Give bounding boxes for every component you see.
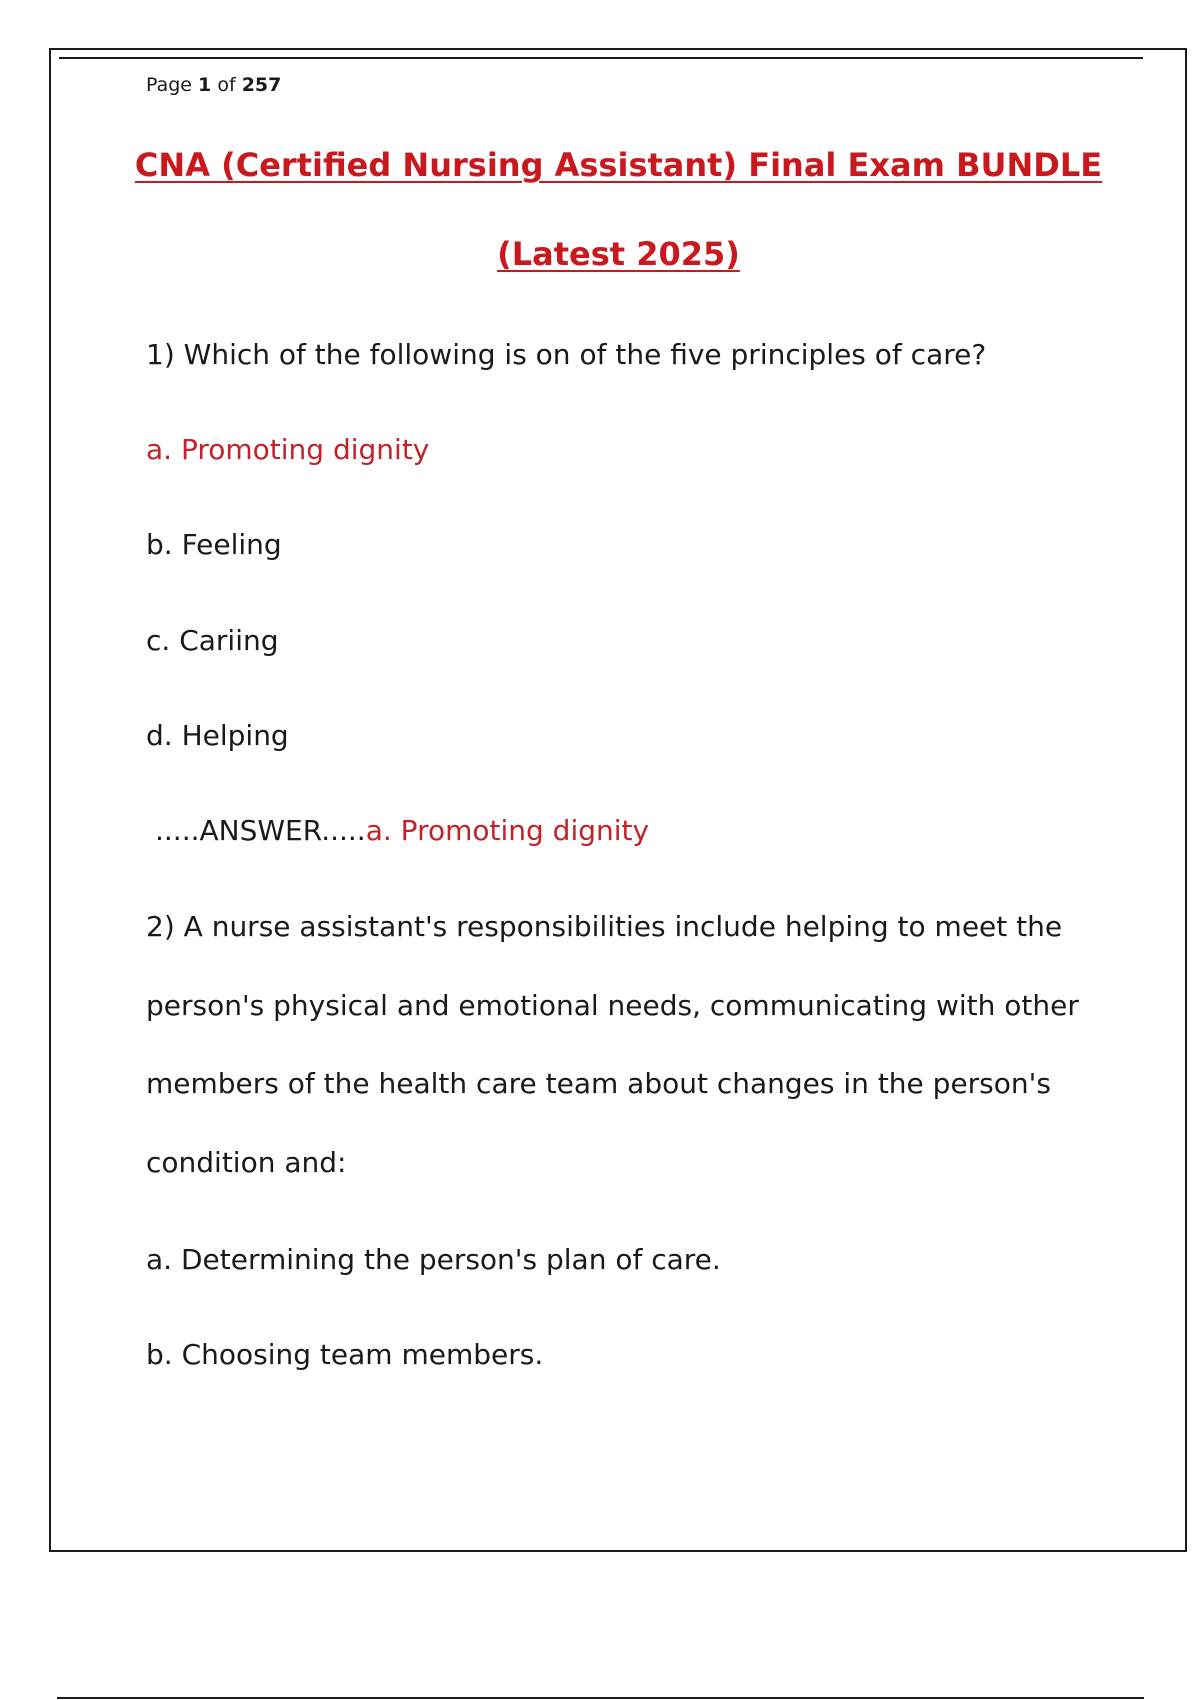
document-subtitle: (Latest 2025)	[497, 235, 740, 273]
page-of-label: of	[217, 74, 236, 96]
question-1-option-c: c. Cariing	[146, 624, 279, 657]
answer-value: a. Promoting dignity	[365, 814, 650, 847]
question-2-line-3: members of the health care team about changes in the person's	[146, 1067, 1051, 1100]
page-indicator	[146, 74, 281, 96]
document-title: CNA (Certified Nursing Assistant) Final Exam BUNDLE	[134, 146, 1103, 184]
page-current: 1	[198, 74, 212, 96]
header-rule	[59, 57, 1143, 59]
question-2-option-a: a. Determining the person's plan of care.	[146, 1243, 721, 1276]
page-total: 257	[241, 74, 282, 96]
question-1-answer	[155, 814, 649, 847]
question-1-option-d: d. Helping	[146, 719, 289, 752]
question-2-line-4: condition and:	[146, 1146, 347, 1179]
question-1-option-b: b. Feeling	[146, 528, 282, 561]
page-border	[49, 48, 1187, 1552]
question-1-text: 1) Which of the following is on of the five principles of care?	[146, 338, 987, 371]
question-2-option-b: b. Choosing team members.	[146, 1338, 544, 1371]
answer-prefix: .....ANSWER.....	[155, 814, 366, 847]
footer-rule	[57, 1697, 1144, 1699]
question-2-line-1: 2) A nurse assistant's responsibilities include helping to meet the	[146, 910, 1063, 943]
question-2-line-2: person's physical and emotional needs, communicating with other	[146, 989, 1079, 1022]
page-label: Page	[146, 74, 192, 96]
question-1-option-a: a. Promoting dignity	[146, 433, 430, 466]
